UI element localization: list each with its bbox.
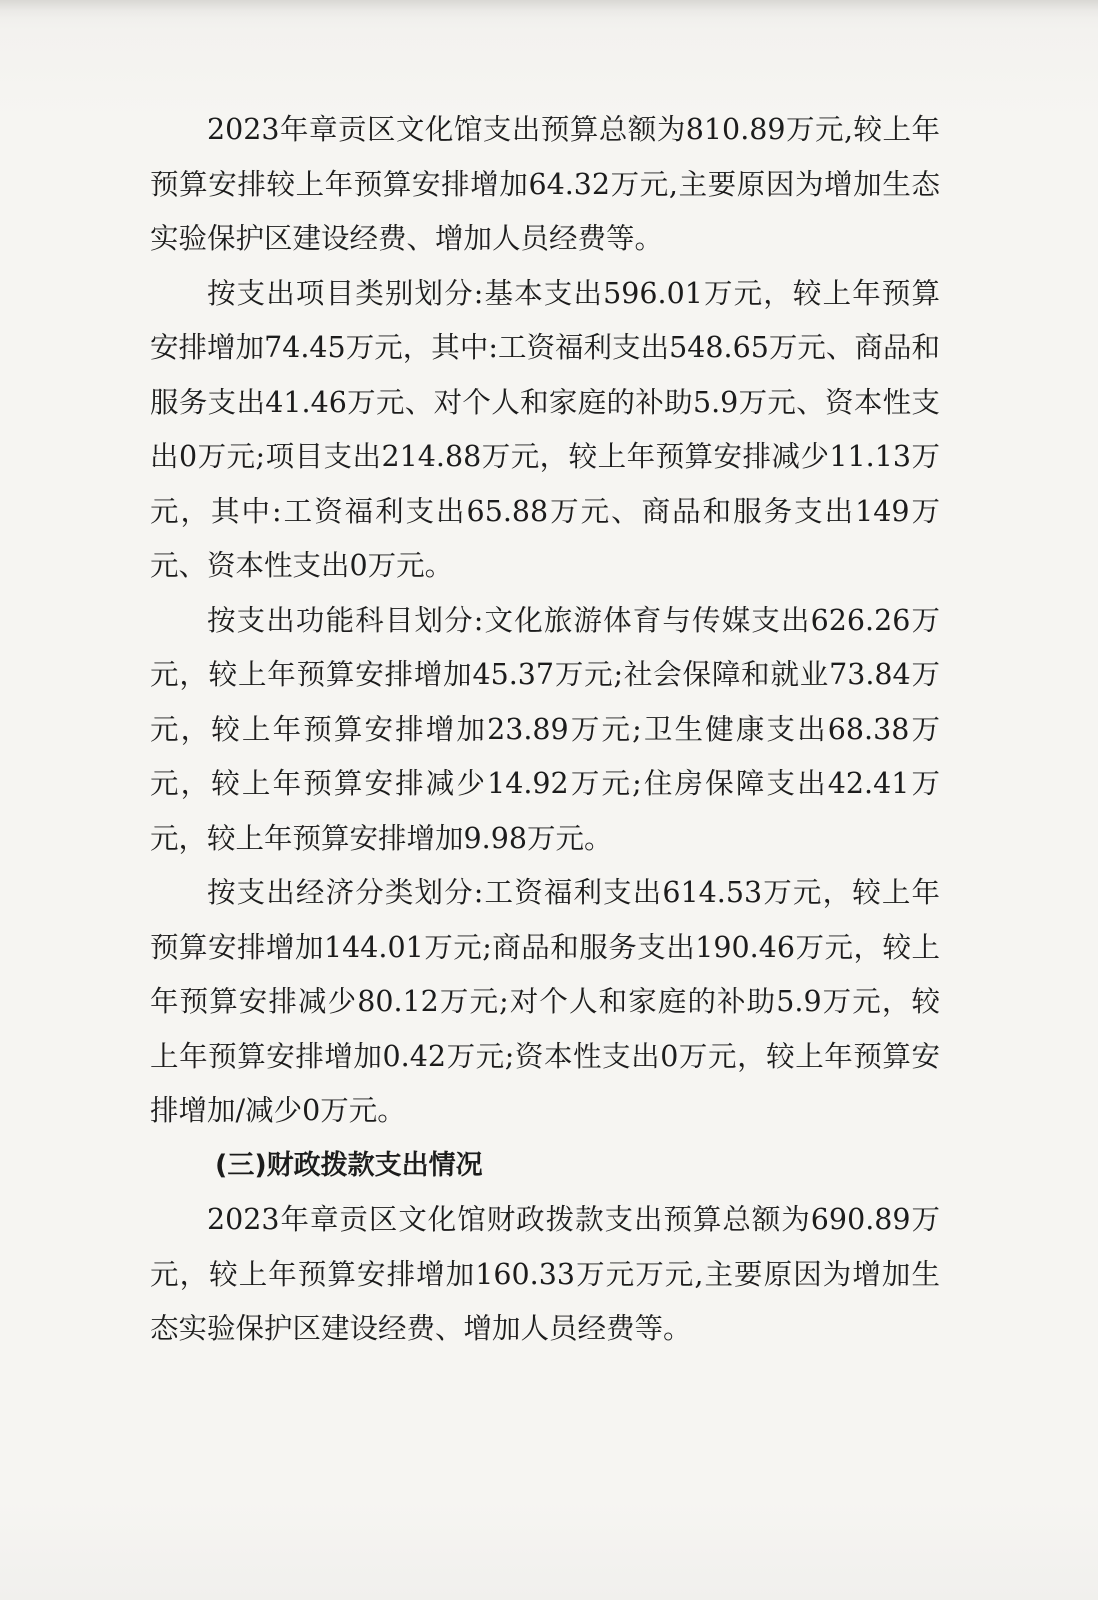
paragraph-by-functional-subject: 按支出功能科目划分:文化旅游体育与传媒支出626.26万元，较上年预算安排增加45.37万元;社会保障和就业73.84万元，较上年预算安排增加23.89万元;卫生健康支出68.38万元，较上年预算安排减少14.92万元;住房保障支出42.41万元，较上年预算安排增加9.98万元。	[150, 603, 940, 855]
document-body	[150, 103, 940, 1357]
paragraph-by-economic-classification: 按支出经济分类划分:工资福利支出614.53万元，较上年预算安排增加144.01万元;商品和服务支出190.46万元，较上年预算安排减少80.12万元;对个人和家庭的补助5.9万元，较上年预算安排增加0.42万元;资本性支出0万元，较上年预算安排增加/减少0万元。	[150, 876, 940, 1127]
paragraph-fiscal-appropriation: 2023年章贡区文化馆财政拨款支出预算总额为690.89万元，较上年预算安排增加160.33万元万元,主要原因为增加生态实验保护区建设经费、增加人员经费等。	[150, 1203, 940, 1345]
section-heading: (三)财政拨款支出情况	[215, 1149, 483, 1181]
paragraph-budget-total: 2023年章贡区文化馆支出预算总额为810.89万元,较上年预算安排较上年预算安排增加64.32万元,主要原因为增加生态实验保护区建设经费、增加人员经费等。	[150, 113, 940, 255]
page-top-edge	[0, 0, 1098, 18]
paragraph-by-project-category: 按支出项目类别划分:基本支出596.01万元，较上年预算安排增加74.45万元，其中:工资福利支出548.65万元、商品和服务支出41.46万元、对个人和家庭的补助5.9万元、资本性支出0万元;项目支出214.88万元，较上年预算安排减少11.13万元，其中:工资福利支出65.88万元、商品和服务支出149万元、资本性支出0万元。	[150, 276, 940, 582]
